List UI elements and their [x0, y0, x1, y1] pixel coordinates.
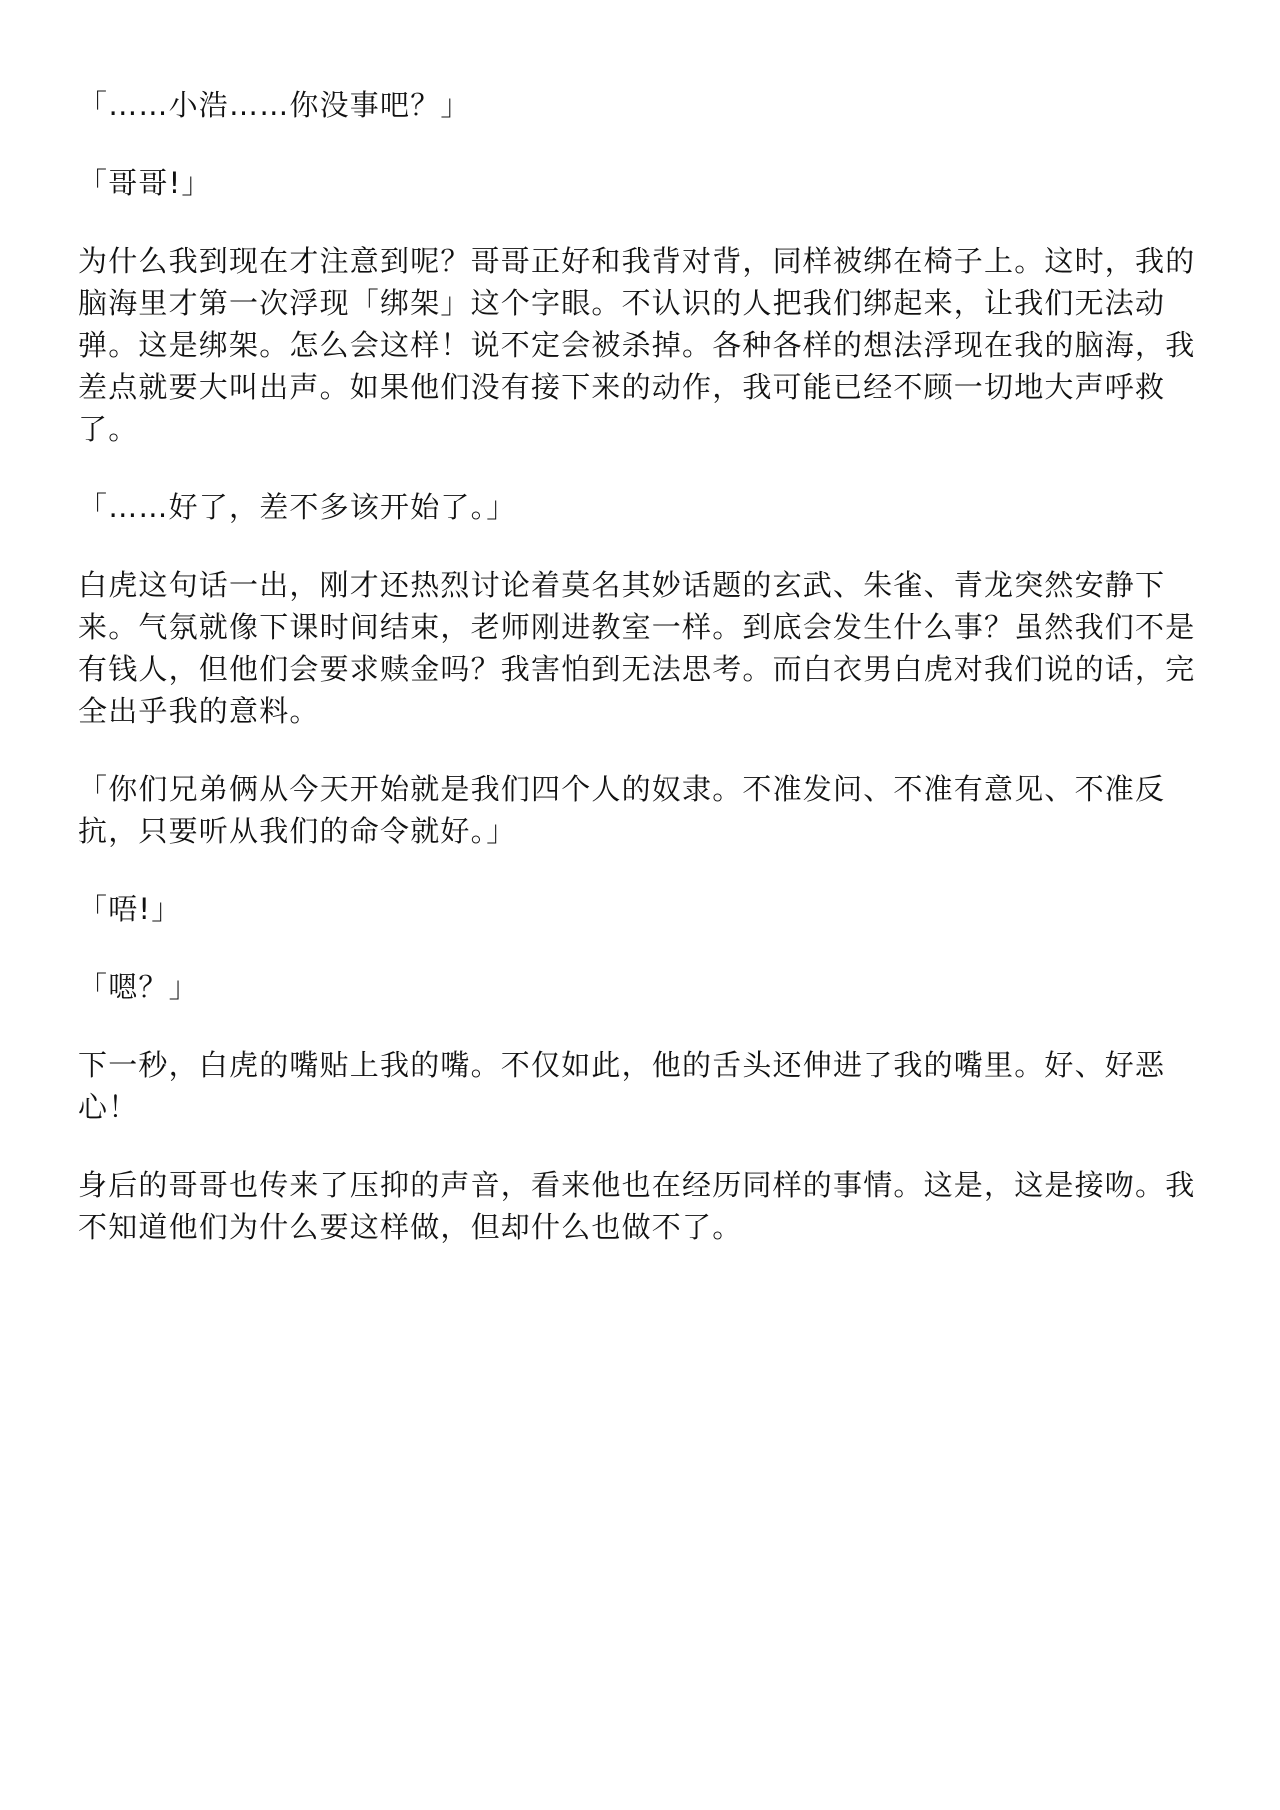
dialogue-line: 「哥哥!」: [78, 166, 212, 200]
narration-paragraph: 下一秒，白虎的嘴贴上我的嘴。不仅如此，他的舌头还伸进了我的嘴里。好、好恶心！: [78, 1048, 1166, 1124]
dialogue-line: 「嗯？」: [78, 970, 199, 1004]
narration-paragraph: 为什么我到现在才注意到呢？哥哥正好和我背对背，同样被绑在椅子上。这时，我的脑海里才第一次浮现「绑架」这个字眼。不认识的人把我们绑起来，让我们无法动弹。这是绑架。怎么会这样！说不定会被杀掉。各种各样的想法浮现在我的脑海，我差点就要大叫出声。如果他们没有接下来的动作，我可能已经不顾一切地大声呼救了。: [78, 244, 1196, 446]
narration-paragraph: 白虎这句话一出，刚才还热烈讨论着莫名其妙话题的玄武、朱雀、青龙突然安静下来。气氛就像下课时间结束，老师刚进教室一样。到底会发生什么事？虽然我们不是有钱人，但他们会要求赎金吗？我害怕到无法思考。而白衣男白虎对我们说的话，完全出乎我的意料。: [78, 568, 1196, 728]
dialogue-line: 「你们兄弟俩从今天开始就是我们四个人的奴隶。不准发问、不准有意见、不准反抗，只要听从我们的命令就好。」: [78, 772, 1166, 848]
dialogue-line: 「……好了，差不多该开始了。」: [78, 490, 517, 524]
dialogue-line: 「……小浩……你没事吧？」: [78, 88, 471, 122]
narration-paragraph: 身后的哥哥也传来了压抑的声音，看来他也在经历同样的事情。这是，这是接吻。我不知道他们为什么要这样做，但却什么也做不了。: [78, 1168, 1196, 1244]
document-page: [78, 84, 1208, 1284]
dialogue-line: 「唔!」: [78, 892, 182, 926]
